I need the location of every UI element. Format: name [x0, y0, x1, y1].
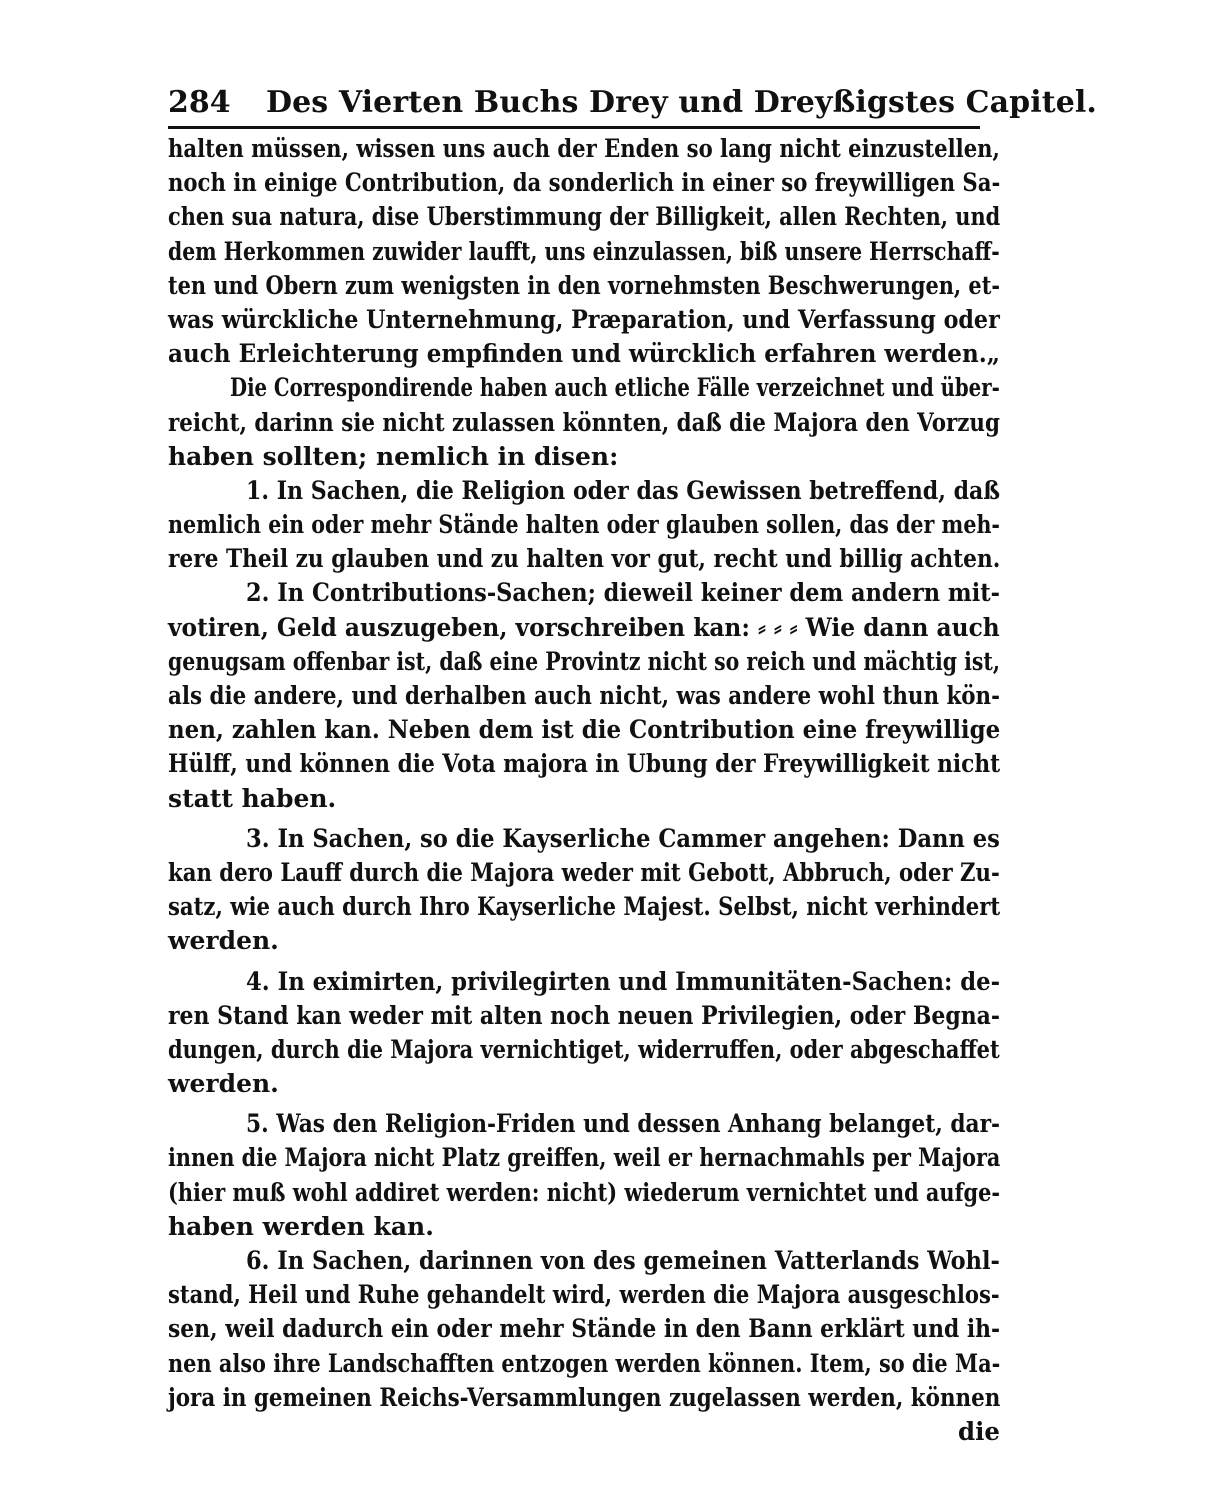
list-item-1-line: 1. In Sachen, die Religion oder das Gewissen betreffend, daß — [246, 475, 1001, 505]
catchword: die — [958, 1416, 1000, 1446]
text-line: nemlich ein oder mehr Stände halten oder glauben sollen, das der meh- — [168, 510, 1000, 540]
text-line: kan dero Lauff durch die Majora weder mit Gebott, Abbruch, oder Zu- — [168, 857, 1000, 887]
text-line: jora in gemeinen Reichs-Versammlungen zugelassen werden, können — [168, 1382, 1001, 1412]
text-line: haben werden kan. — [168, 1211, 434, 1241]
text-line: was würckliche Unternehmung, Præparation, und Verfassung oder — [168, 304, 1000, 334]
text-line: reicht, darinn sie nicht zulassen könnten, daß die Majora den Vorzug — [168, 407, 1000, 437]
text-line: als die andere, und derhalben auch nicht, was andere wohl thun kön- — [168, 681, 1000, 710]
text-line: auch Erleichterung empfinden und würcklich erfahren werden.„ — [168, 339, 1001, 369]
text-line: nen also ihre Landschafften entzogen werden können. Item, so die Ma- — [168, 1348, 1001, 1378]
text-line: nen, zahlen kan. Neben dem ist die Contribution eine freywillige — [168, 715, 1001, 745]
text-line: stand, Heil und Ruhe gehandelt wird, werden die Majora ausgeschlos- — [168, 1280, 1000, 1310]
header-rule — [168, 126, 980, 129]
text-line: chen sua natura, dise Uberstimmung der Billigkeit, allen Rechten, und — [168, 202, 1001, 232]
text-line: dungen, durch die Majora vernichtiget, widerruffen, oder abgeschaffet — [168, 1034, 1000, 1064]
text-line: noch in einige Contribution, da sonderlich in einer so freywilligen Sa- — [168, 168, 1001, 198]
text-line: satz, wie auch durch Ihro Kayserliche Majest. Selbst, nicht verhindert — [168, 892, 1001, 922]
list-item-6-line: 6. In Sachen, darinnen von des gemeinen Vatterlands Wohl- — [246, 1246, 1000, 1275]
running-head: Des Vierten Buchs Drey und Dreyßigstes Capitel. — [266, 85, 1097, 120]
text-line: haben sollten; nemlich in disen: — [168, 441, 619, 471]
text-line: ten und Obern zum wenigsten in den vornehmsten Beschwerungen, et- — [168, 270, 1000, 300]
text-line: rere Theil zu glauben und zu halten vor gut, recht und billig achten. — [168, 544, 1001, 574]
text-line: (hier muß wohl addiret werden: nicht) wiederum vernichtet und aufge- — [168, 1177, 1001, 1207]
list-item-2-line: 2. In Contributions-Sachen; dieweil keiner dem andern mit- — [246, 578, 1000, 608]
list-item-3-line: 3. In Sachen, so die Kayserliche Cammer angehen: Dann es — [246, 823, 1000, 853]
text-line: genugsam offenbar ist, daß eine Provintz nicht so reich und mächtig ist, — [168, 646, 1000, 676]
text-line: sen, weil dadurch ein oder mehr Stände in den Bann erklärt und ih- — [168, 1314, 1001, 1344]
text-line: Die Correspondirende haben auch etliche Fälle verzeichnet und über- — [230, 373, 1000, 403]
page-number: 284 — [168, 85, 231, 120]
text-line: innen die Majora nicht Platz greiffen, weil er hernachmahls per Majora — [168, 1143, 1001, 1173]
text-line: werden. — [168, 926, 279, 956]
text-line: Hülff, und können die Vota majora in Ubung der Freywilligkeit nicht — [168, 749, 1001, 779]
text-line: werden. — [168, 1069, 279, 1099]
list-item-4-line: 4. In eximirten, privilegirten und Immunitäten-Sachen: de- — [246, 966, 1001, 996]
text-line: statt haben. — [168, 783, 337, 813]
text-line: dem Herkommen zuwider laufft, uns einzulassen, biß unsere Herrschaff- — [168, 236, 1000, 266]
text-line: halten müssen, wissen uns auch der Enden so lang nicht einzustellen, — [168, 134, 1000, 163]
text-line: votiren, Geld auszugeben, vorschreiben kan: ⸗ ⸗ ⸗ Wie dann auch — [168, 612, 1000, 642]
text-line: ren Stand kan weder mit alten noch neuen Privilegien, oder Begna- — [168, 1000, 1000, 1030]
body-text — [168, 132, 1000, 1449]
page-header — [168, 78, 1097, 128]
list-item-5-line: 5. Was den Religion-Friden und dessen Anhang belanget, dar- — [246, 1109, 1001, 1139]
